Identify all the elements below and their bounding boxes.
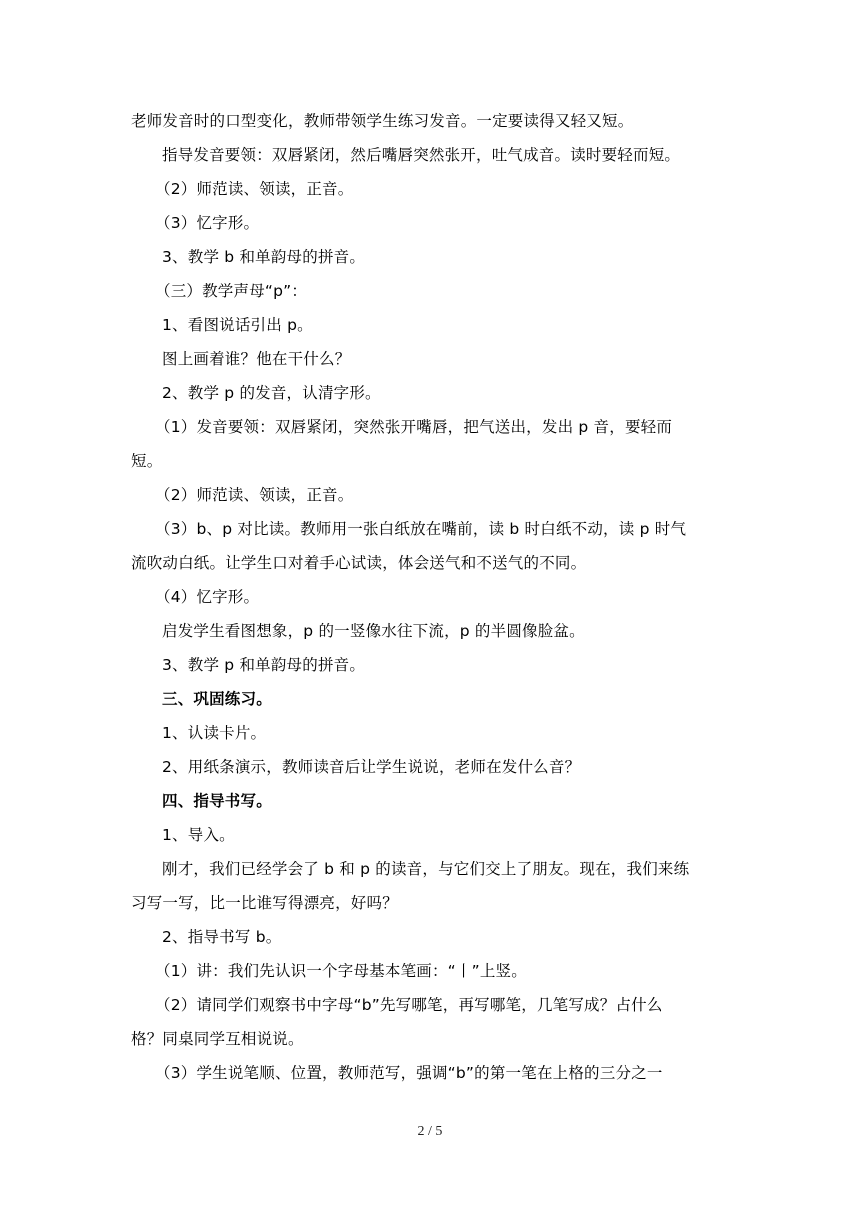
text-line: （3）学生说笔顺、位置，教师范写，强调“b”的第一笔在上格的三分之一 [155,1064,663,1082]
text-line: 图上画着谁？他在干什么？ [162,350,351,368]
page-body [131,104,731,1090]
text-line: 启发学生看图想象，p 的一竖像水往下流，p 的半圆像脸盆。 [162,622,585,640]
text-line: （1）讲：我们先认识一个字母基本笔画：“丨”上竖。 [155,962,527,980]
text-line: 老师发音时的口型变化，教师带领学生练习发音。一定要读得又轻又短。 [131,112,634,130]
text-line: （3）b、p 对比读。教师用一张白纸放在嘴前，读 b 时白纸不动，读 p 时气 [155,520,687,538]
text-line: 2、指导书写 b。 [162,928,282,946]
text-line: 刚才，我们已经学会了 b 和 p 的读音，与它们交上了朋友。现在，我们来练 [162,860,690,878]
text-line: （4）忆字形。 [155,588,260,606]
text-line: 2、教学 p 的发音，认清字形。 [162,384,381,402]
text-line: （三）教学声母“p”： [155,282,308,300]
text-line: （2）请同学们观察书中字母“b”先写哪笔，再写哪笔，几笔写成？占什么 [155,996,663,1014]
text-line: （1）发音要领：双唇紧闭，突然张开嘴唇，把气送出，发出 p 音，要轻而 [155,418,673,436]
text-line: 指导发音要领：双唇紧闭，然后嘴唇突然张开，吐气成音。读时要轻而短。 [162,146,681,164]
text-line: 流吹动白纸。让学生口对着手心试读，体会送气和不送气的不同。 [131,554,587,572]
text-line: 1、看图说话引出 p。 [162,316,313,334]
text-line: 格？同桌同学互相说说。 [131,1030,304,1048]
section-heading: 三、巩固练习。 [162,690,272,708]
text-line: 短。 [131,452,163,470]
text-line: 3、教学 b 和单韵母的拼音。 [162,248,366,266]
section-heading: 四、指导书写。 [162,792,272,810]
page-number: 2 / 5 [417,1124,443,1139]
text-line: 1、认读卡片。 [162,724,267,742]
text-line: （3）忆字形。 [155,214,260,232]
text-line: 3、教学 p 和单韵母的拼音。 [162,656,366,674]
text-line: 1、导入。 [162,826,235,844]
text-line: 习写一写，比一比谁写得漂亮，好吗？ [131,894,398,912]
text-line: （2）师范读、领读，正音。 [155,180,354,198]
text-line: （2）师范读、领读，正音。 [155,486,354,504]
text-line: 2、用纸条演示，教师读音后让学生说说，老师在发什么音？ [162,758,581,776]
